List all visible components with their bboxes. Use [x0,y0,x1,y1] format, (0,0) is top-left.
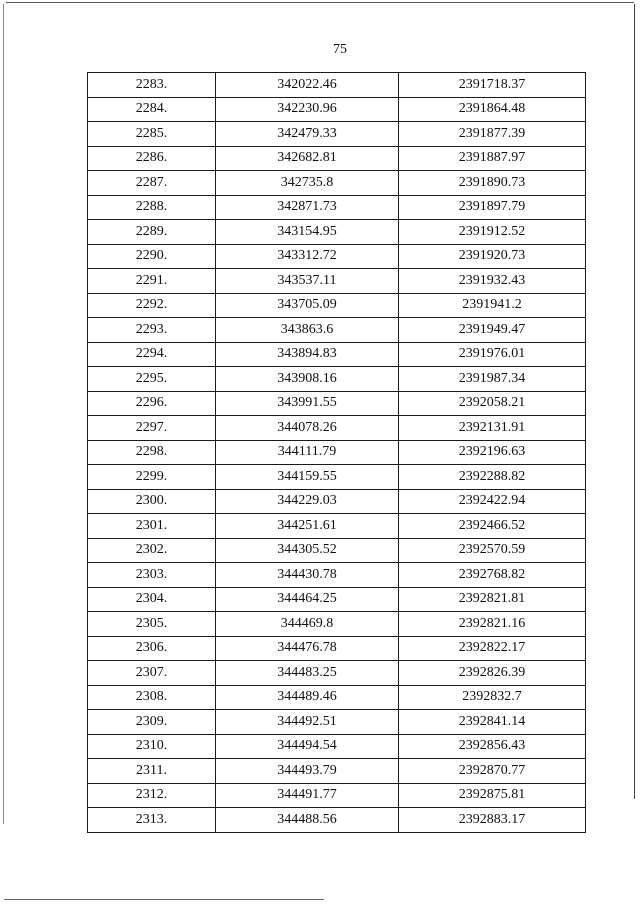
table-row [88,808,586,833]
x-coordinate-cell: 342230.96 [216,97,399,122]
y-coordinate-cell: 2392570.59 [399,538,586,563]
x-coordinate-cell: 343705.09 [216,293,399,318]
y-coordinate-cell: 2391920.73 [399,244,586,269]
table-row [88,122,586,147]
y-coordinate-cell: 2391987.34 [399,367,586,392]
table-row [88,73,586,98]
table-row [88,514,586,539]
table-row [88,563,586,588]
point-number-cell: 2313. [88,808,216,833]
point-number-cell: 2284. [88,97,216,122]
point-number-cell: 2298. [88,440,216,465]
point-number-cell: 2285. [88,122,216,147]
y-coordinate-cell: 2392821.16 [399,612,586,637]
point-number-cell: 2287. [88,171,216,196]
point-number-cell: 2310. [88,734,216,759]
point-number-cell: 2299. [88,465,216,490]
scan-border-top [6,2,634,3]
point-number-cell: 2291. [88,269,216,294]
point-number-cell: 2296. [88,391,216,416]
point-number-cell: 2289. [88,220,216,245]
scan-border-right [634,4,635,799]
scan-border-left [3,4,4,824]
y-coordinate-cell: 2391932.43 [399,269,586,294]
y-coordinate-cell: 2391949.47 [399,318,586,343]
x-coordinate-cell: 343863.6 [216,318,399,343]
table-row [88,416,586,441]
table-row [88,171,586,196]
point-number-cell: 2305. [88,612,216,637]
x-coordinate-cell: 344430.78 [216,563,399,588]
point-number-cell: 2290. [88,244,216,269]
y-coordinate-cell: 2392832.7 [399,685,586,710]
table-row [88,612,586,637]
table-row [88,269,586,294]
y-coordinate-cell: 2391877.39 [399,122,586,147]
table-row [88,293,586,318]
x-coordinate-cell: 344229.03 [216,489,399,514]
x-coordinate-cell: 344251.61 [216,514,399,539]
page-number: 75 [333,42,347,57]
point-number-cell: 2309. [88,710,216,735]
table-row [88,391,586,416]
coordinates-table [87,72,586,833]
table-row [88,195,586,220]
table-row [88,318,586,343]
x-coordinate-cell: 342479.33 [216,122,399,147]
table-row [88,367,586,392]
table-row [88,587,586,612]
y-coordinate-cell: 2391864.48 [399,97,586,122]
x-coordinate-cell: 344111.79 [216,440,399,465]
x-coordinate-cell: 344464.25 [216,587,399,612]
table-row [88,759,586,784]
y-coordinate-cell: 2392058.21 [399,391,586,416]
table-row [88,146,586,171]
y-coordinate-cell: 2392883.17 [399,808,586,833]
x-coordinate-cell: 343991.55 [216,391,399,416]
point-number-cell: 2307. [88,661,216,686]
x-coordinate-cell: 344483.25 [216,661,399,686]
point-number-cell: 2295. [88,367,216,392]
point-number-cell: 2300. [88,489,216,514]
y-coordinate-cell: 2391976.01 [399,342,586,367]
x-coordinate-cell: 344078.26 [216,416,399,441]
x-coordinate-cell: 343537.11 [216,269,399,294]
x-coordinate-cell: 344494.54 [216,734,399,759]
table-row [88,220,586,245]
x-coordinate-cell: 344305.52 [216,538,399,563]
y-coordinate-cell: 2392826.39 [399,661,586,686]
x-coordinate-cell: 343154.95 [216,220,399,245]
y-coordinate-cell: 2392288.82 [399,465,586,490]
table-row [88,489,586,514]
y-coordinate-cell: 2391887.97 [399,146,586,171]
y-coordinate-cell: 2392822.17 [399,636,586,661]
table-row [88,636,586,661]
table-row [88,244,586,269]
x-coordinate-cell: 344488.56 [216,808,399,833]
y-coordinate-cell: 2391912.52 [399,220,586,245]
point-number-cell: 2312. [88,783,216,808]
table-row [88,734,586,759]
coordinates-table-body [88,73,586,833]
y-coordinate-cell: 2391718.37 [399,73,586,98]
y-coordinate-cell: 2392821.81 [399,587,586,612]
table-row [88,342,586,367]
point-number-cell: 2283. [88,73,216,98]
x-coordinate-cell: 344489.46 [216,685,399,710]
point-number-cell: 2304. [88,587,216,612]
x-coordinate-cell: 344491.77 [216,783,399,808]
table-row [88,661,586,686]
table-row [88,465,586,490]
point-number-cell: 2294. [88,342,216,367]
y-coordinate-cell: 2392875.81 [399,783,586,808]
point-number-cell: 2286. [88,146,216,171]
y-coordinate-cell: 2392768.82 [399,563,586,588]
x-coordinate-cell: 344469.8 [216,612,399,637]
y-coordinate-cell: 2392196.63 [399,440,586,465]
x-coordinate-cell: 342735.8 [216,171,399,196]
point-number-cell: 2311. [88,759,216,784]
point-number-cell: 2306. [88,636,216,661]
scan-border-bottom [4,899,324,900]
y-coordinate-cell: 2392841.14 [399,710,586,735]
table-row [88,97,586,122]
x-coordinate-cell: 344159.55 [216,465,399,490]
table-row [88,440,586,465]
x-coordinate-cell: 342682.81 [216,146,399,171]
x-coordinate-cell: 343908.16 [216,367,399,392]
point-number-cell: 2302. [88,538,216,563]
y-coordinate-cell: 2392870.77 [399,759,586,784]
y-coordinate-cell: 2392422.94 [399,489,586,514]
x-coordinate-cell: 343894.83 [216,342,399,367]
x-coordinate-cell: 344476.78 [216,636,399,661]
x-coordinate-cell: 343312.72 [216,244,399,269]
y-coordinate-cell: 2391890.73 [399,171,586,196]
y-coordinate-cell: 2391897.79 [399,195,586,220]
point-number-cell: 2297. [88,416,216,441]
point-number-cell: 2288. [88,195,216,220]
y-coordinate-cell: 2391941.2 [399,293,586,318]
table-row [88,783,586,808]
point-number-cell: 2292. [88,293,216,318]
x-coordinate-cell: 344492.51 [216,710,399,735]
point-number-cell: 2303. [88,563,216,588]
point-number-cell: 2308. [88,685,216,710]
point-number-cell: 2301. [88,514,216,539]
y-coordinate-cell: 2392856.43 [399,734,586,759]
y-coordinate-cell: 2392466.52 [399,514,586,539]
table-row [88,538,586,563]
y-coordinate-cell: 2392131.91 [399,416,586,441]
x-coordinate-cell: 342871.73 [216,195,399,220]
table-row [88,685,586,710]
x-coordinate-cell: 344493.79 [216,759,399,784]
point-number-cell: 2293. [88,318,216,343]
x-coordinate-cell: 342022.46 [216,73,399,98]
table-row [88,710,586,735]
